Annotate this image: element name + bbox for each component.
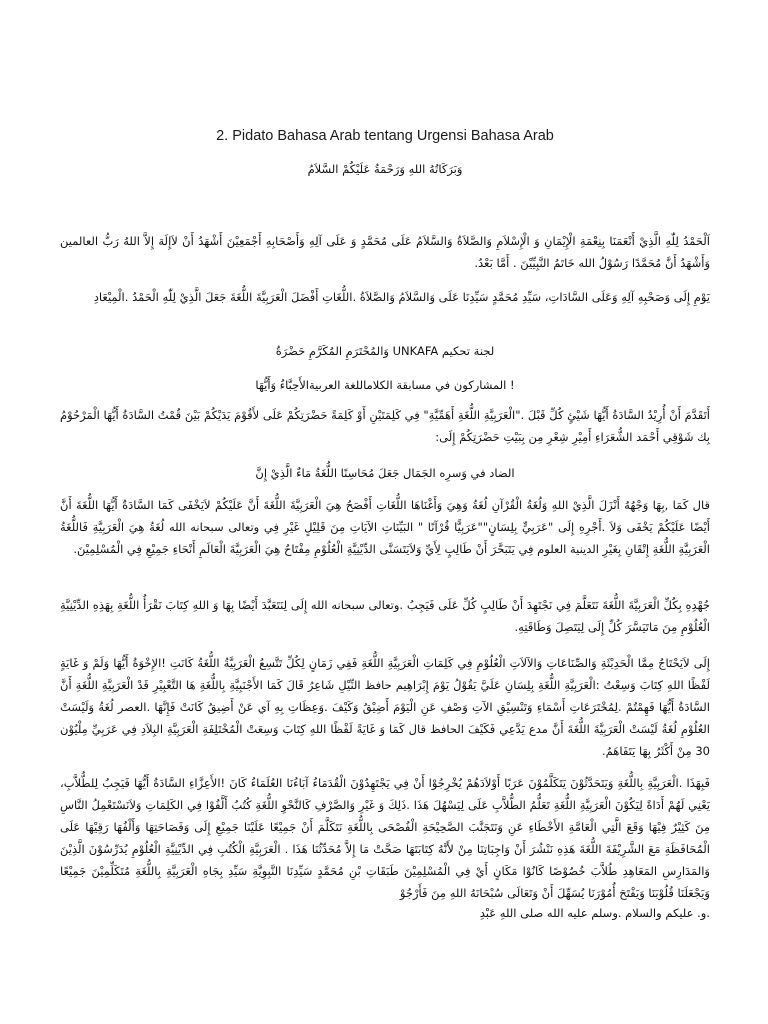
paragraph-introduction: أَتَقَدَّمَ أَنْ أُرِيْدُ السَّادَةُ أَيُّهَا شَيْئٍ كُلِّ قَبْلَ ."الْعَرَبِيَّةِ اللُّغَةِ أَهَمِّيَّةِ" فِي كَلِمَتَيْنِ أَوْ كَلِمَةً حَضْرَتِكُمْ عَلَى لأَقُوْمَ يَدَيْكُمْ بَيْنَ قُمْتُ السَّادَةُ أَيُّهَا الْمَرْحُوْمُ بِك شَوْقِي أَحْمَد الشُّعَرَاءِ أَمِيْرِ شِعْرِ مِن بِبَيْتِ حَضْرَتِكُمْ إِلَى:	[60, 408, 710, 444]
paragraph-praise: يَوْمِ إِلَى وَصَحْبِهِ آلِهِ وَعَلَى السَّادَاتِ، سَيِّدِ مُحَمَّدٍ سَيِّدِنَا عَلَى وَالسَّلاَمُ وَالصَّلاَةُ .اللُّغَاتِ أَفْضَلَ الْعَرَبِيَّةَ اللُّغَةَ جَعَلَ الَّذِيْ لِلّٰهِ الْحَمْدُ .الْمِيْعَادِ	[93, 290, 710, 304]
paragraph-language-breadth: إِلَى لاَيَحْتَاجُ مِمَّا الْحَدِيْثَةِ وَالصِّنَاعَاتِ وَالآلاَتِ الْعُلُوْمِ فِي كَلِمَاتِ الْعَرَبِيَّةِ اللُّغَةِ فَفِي زَمَانٍ لِكُلِّ تَتَّسِعُ الْعَرَبِيَّةُ اللُّغَةُ كَانَتِ !الإِخْوَةُ أَيُّهَا وَلَمْ وَ غَايَةٍ لَفْظًا اللهِ كِتَابَ وَسِعْتُ :الْعَرَبِيَّةِ اللُّغَةِ بِلِسَانِ عَلَيَّ يَقُوْلُ يَوْمَ إِبْرَاهِيم حافظ النِّيْلِ شَاعِرُ قَالَ كَمَا الأَجْنَبِيَّةِ بِاللُّغَةِ هَا التَّعْبِيْرِ قَدْ الْعَرَبِيَّةِ اللُّغَةِ أَنَّ السَّادَةُ أَيُّهَا فَهِمْتُمْ .لِمُخْتَرَعَاتِ أَسْمَاءِ وَتَنْسِيْقِ الآتِ وَصْفِ عَنِ الْيَوْمَ أَضِيْقُ وَكَيْفَ .وَعِظَاتِ بِهِ آي عَنْ أَضِيقُ كَانَتْ فَإِنَّهَا .العصر لُغَةُ وَلَيْسَتْ العُلُوْمِ لُغَةُ لَيْسَتْ الْعَرَبِيَّةَ اللُّغَةَ أَنَّ مدع يَدَّعِي فَكَيْفَ الحافظ قال كَمَا وَ غَايَةً لَفْظًا اللهِ كِتَابَ وَسِعَتْ الْمُخْتَلِفَةِ الْعَرَبِيَّةِ البِلاَدِ فِي عَرَبِيِّ مِلْيُوْن 30 مِنْ أَكْثَرُ بِهَا يَتَفَاهَمُ.	[60, 656, 710, 758]
document-page	[60, 0, 710, 1024]
paragraph-hamdalah: اَلْحَمْدُ لِلّٰهِ الَّذِيْ أَنْعَمَنَا بِنِعْمَةِ الْإِيْمَانِ وَ الْإِسْلاَمِ وَالصَّلاَةُ وَالسَّلاَمُ عَلَى مُحَمَّدٍ وَ عَلَى آلِهِ وَأَصْحَابِهِ أَجْمَعِيْنَ أَشْهَدُ أَنْ لاَإِلَهَ إِلاَّ اللهُ رَبُّ العالمين وَأَشْهَدُ أَنَّ مُحَمَّدًا رَسُوْلُ الله خَاتَمُ النَّبِيِّيْنَ . أَمَّا بَعْدُ.	[60, 234, 710, 270]
paragraph-scholars: فَبِهَذَا .الْعَرَبِيَّةِ بِاللُّغَةِ وَيَتَحَدَّثُوْنَ يَتَكَلَّمُوْنَ عَرَبًا أَوْلاَدَهُمْ يُخْرِجُوْا أَنْ فِي يَجْتَهِدُوْنَ الْقُدَمَاءُ آبَاءُنَا العُلَمَاءُ كَانَ !الأَعِزَّاءِ السَّادَةُ أَيُّهَا فَيَجِبُ لِلطُّلاَّبِ، يَعْنِي لَهُمْ أَدَاةً لِيَكُوْنَ الْعَرَبِيَّةِ اللُّغَةِ تَعَلُّمُ الطُّلاَّبِ عَلَى لِيَسْهُلَ هَذَا .ذَلِكَ وَ غَيْرِ وَالصَّرْفِ كَالنَّحْوِ اللُّغَةِ كُتُبُ أَلَّفُوْا فِي الكَلِمَاتِ وَلاَنَسْتَعْمِلُ النَّاسِ مِنَ كَثِيْرٌ فِيْهَا وَقَعَ الَّتِي الْعَامَّةِ الأَخْطَاءِ عَنِ وَنَتَجَنَّبَ الصَّحِيْحَةِ الْفُصْحَى بِاللُّغَةِ نَتَكَلَّمَ أَنْ جَمِيْعًا عَلَيْنَا جَمِيْعِ إِلَى وَفَصَاحَتِهَا وَأَلْفُهَا رَقِيْهَا عَلَى الْمُحَافَظَةِ مَعَ الشَّرِيْفَةَ اللُّغَةَ هَذِهِ نَنْشُرَ أَنْ وَاجِبَاتِنَا مِنْ لأَنَّهُ كِتَابَتَهَا صَحَّتْ مَا إِلاَّ مُحَدِّثُنَا هَذَا . الْعَرَبِيَّةِ الْكُتُبِ فِي الدِّيْنِيَّةِ الْعُلُوْمِ يُدَرِّسُوْنَ الَّذِيْنَ وَالمَدَارِسِ المَعَاهِدِ طُلاَّبَ خُصُوْصًا كَانُوْا مَكَانٍ أَيْ فِي الْمُسْلِمِيْنَ طَبَقَاتِ بْنِ مُحَمَّدٍ سَيِّدِنَا النَّبِوِيَّةِ سَيِّدِ بِجَاهِ الْعَرَبِيَّةِ بِاللُّغَةِ مُتَكَلِّمِيْنَ جَمِيْعًا وَيَجْعَلَنَا قُلُوْبَنَا وَيَفْتَحَ أُمُوْرَنَا يُسَهِّلَ أَنْ وَتَعَالَى سُبْحَانَهُ اللهِ مِنَ فَأَرْجُوْ	[60, 776, 710, 900]
paragraph-jury-greeting: لجنة تحكيم UNKAFA وَالمُحْتَرَمِ المُكَرَّمِ حَضْرَةُ	[275, 344, 495, 358]
paragraph-duty-to-learn: جُهْدِهِ بِكُلِّ الْعَرَبِيَّةَ اللُّغَةَ نَتَعَلَّمَ فِي نَجْتَهِدَ أَنْ طَالِبٍ كُلِّ عَلَى فَيَجِبُ .وتعالى سبحانه الله إِلَى لِنَتَعَبَّدَ أَيْضًا بِهَا وَ اللهِ كِتَابَ نَقْرَأُ اللُّغَةِ بِهَذِهِ الدِّيْنِيَّةِ الْعُلُوْمِ مِنَ مَاتَيَسَّرَ كُلِّ إِلَى لِيَتَصِلَ وَطَاقَتِهِ.	[60, 598, 710, 634]
salam-opening: وَبَرَكَاتُهُ اللهِ وَرَحْمَةُ عَلَيْكُمْ السَّلاَمُ	[307, 162, 463, 176]
document-title: 2. Pidato Bahasa Arab tentang Urgensi Bahasa Arab	[216, 128, 554, 144]
paragraph-participants-greeting: ! المشاركون في مسابقة الكلاماللغة العربيةالأَحِبَّاءُ وَأَيُّهَا	[255, 378, 515, 392]
paragraph-poem-verse: الضاد في وَسرِه الجَمَال جَعَلَ مُحَاسِنًا اللُّغَةُ مَاءٌ الَّذِيْ إِنَّ	[255, 466, 515, 480]
paragraph-quran-language: قال كَمَا ,بِهَا وَجْهُهُ أَنْزَلَ الَّذِيْ اللهِ وَلُغَةُ الْقُرْآنِ لُغَةُ وَهِيَ وَأَغْنَاهَا اللُّغَاتِ أَفْصَحُ هِيَ الْعَرَبِيَّةَ اللُّغَةَ أَنَّ عَلَيْكُمْ لاَيَخْفَى كَمَا السَّادَةُ أَيُّهَا اللُّغَةَ أَنَّ أَيْضًا عَلَيْكُمْ يَخْفَى وَلاَ .أَجْرِهِ إِلَى "عَرَبِيٍّ بِلِسَانٍ""عَرَبِيًّا قُرْآنًا " البَيِّنَاتِ الآيَاتِ مِنَ قَلِيْلٍ غَيْرِ فِي وتعالى سبحانه الله لُغَةُ هِيَ الْعَرَبِيَّةِ فَاللُّغَةُ الْعَرَبِيَّةِ اللُّغَةِ إِتْقَانِ بِغَيْرِ الدينية العلوم فِي يَتَبَحَّرَ أَنْ طَالِبٍ لِأَيِّ وَلاَيَتَسَنَّى الدِّيْنِيَّةِ الْعُلُوْمِ مِفْتَاحُ هِيَ الْعَرَبِيَّةَ الْعَالَمِ أَنْحَاءِ جَمِيْعِ فِي الْمُسْلِمِيْنَ.	[60, 498, 710, 556]
paragraph-closing: .و. عليكم والسلام .وسلم عليه الله صلى اللهِ عَبْدِ	[479, 906, 710, 920]
